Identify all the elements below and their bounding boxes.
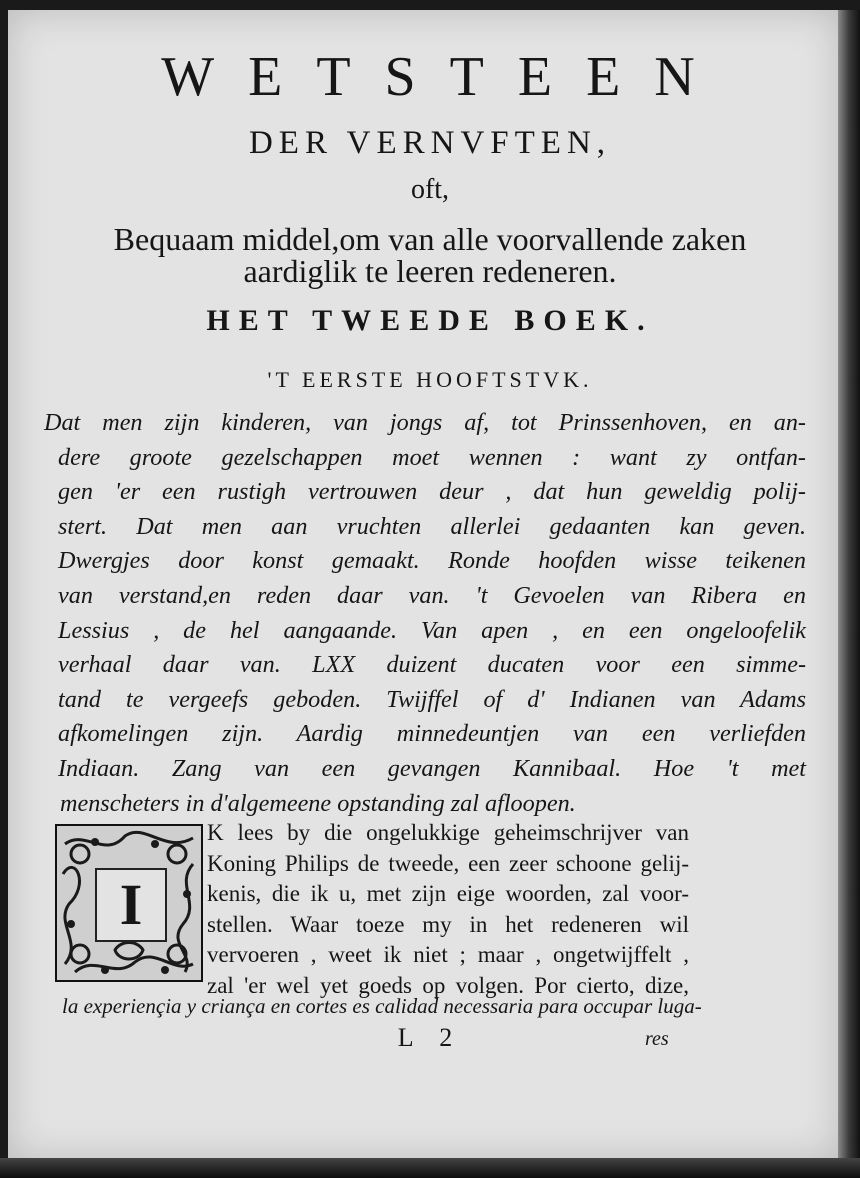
page-bottom-edge bbox=[0, 1158, 860, 1178]
chapter-summary bbox=[44, 406, 806, 821]
summary-line: Dwergjes door konst gemaakt. Ronde hoofden wisse teikenen bbox=[58, 547, 806, 575]
page-subtitle: DER VERNVFTEN, bbox=[248, 125, 612, 161]
summary-line: menscheters in d'algemeene opstanding zal afloopen. bbox=[60, 789, 576, 817]
summary-line: van verstand,en reden daar van. 't Gevoelen van Ribera en bbox=[58, 581, 806, 609]
lead-line-1: Bequaam middel,om van alle voorvallende zaken bbox=[113, 221, 747, 257]
connector-word: oft, bbox=[410, 174, 450, 205]
signature-mark: L 2 bbox=[397, 1023, 463, 1052]
book-heading: HET TWEEDE BOEK. bbox=[206, 304, 654, 337]
summary-line: Dat men zijn kinderen, van jongs af, tot Prinssenhoven, en an- bbox=[44, 409, 806, 436]
summary-line: afkomelingen zijn. Aardig minnedeuntjen van een verliefden bbox=[58, 720, 806, 748]
body-line: kenis, die ik u, met zijn eige woorden, zal voor- bbox=[207, 881, 689, 907]
summary-line: tand te vergeefs geboden. Twijffel of d' Indianen van Adams bbox=[58, 685, 806, 713]
summary-line: gen 'er een rustigh vertrouwen deur , dat hun geweldig polij- bbox=[58, 478, 806, 506]
chapter-heading: 'T EERSTE HOOFTSTVK. bbox=[267, 367, 593, 392]
summary-line: dere groote gezelschappen moet wennen : want zy ontfan- bbox=[58, 443, 806, 471]
catchword: res bbox=[645, 1028, 669, 1050]
decorated-initial bbox=[55, 824, 203, 982]
summary-line: stert. Dat men aan vruchten allerlei gedaanten kan geven. bbox=[58, 512, 806, 540]
body-line: K lees by die ongelukkige geheimschrijver van bbox=[207, 820, 689, 845]
lead-line-2: aardiglik te leeren redeneren. bbox=[243, 253, 617, 289]
body-line: stellen. Waar toeze my in het redeneren wil bbox=[207, 911, 689, 937]
body-text bbox=[207, 818, 689, 1002]
spanish-quote: la experiençia y criança en cortes es calidad necessaria para occupar luga- bbox=[62, 994, 702, 1018]
summary-line: Indiaan. Zang van een gevangen Kannibaal. Hoe 't met bbox=[58, 754, 806, 782]
summary-line: verhaal daar van. LXX duizent ducaten voor een simme- bbox=[58, 651, 806, 679]
body-line: vervoeren , weet ik niet ; maar , ongetwijffelt , bbox=[207, 942, 689, 968]
body-line: Koning Philips de tweede, een zeer schoone gelij- bbox=[207, 850, 689, 876]
summary-line: Lessius , de hel aangaande. Van apen , en een ongeloofelik bbox=[58, 616, 806, 644]
initial-letter: I bbox=[95, 868, 167, 942]
body-line: zal 'er wel yet goeds op volgen. Por cierto, dize, bbox=[207, 972, 689, 998]
page-title: WETSTEEN bbox=[161, 46, 729, 108]
